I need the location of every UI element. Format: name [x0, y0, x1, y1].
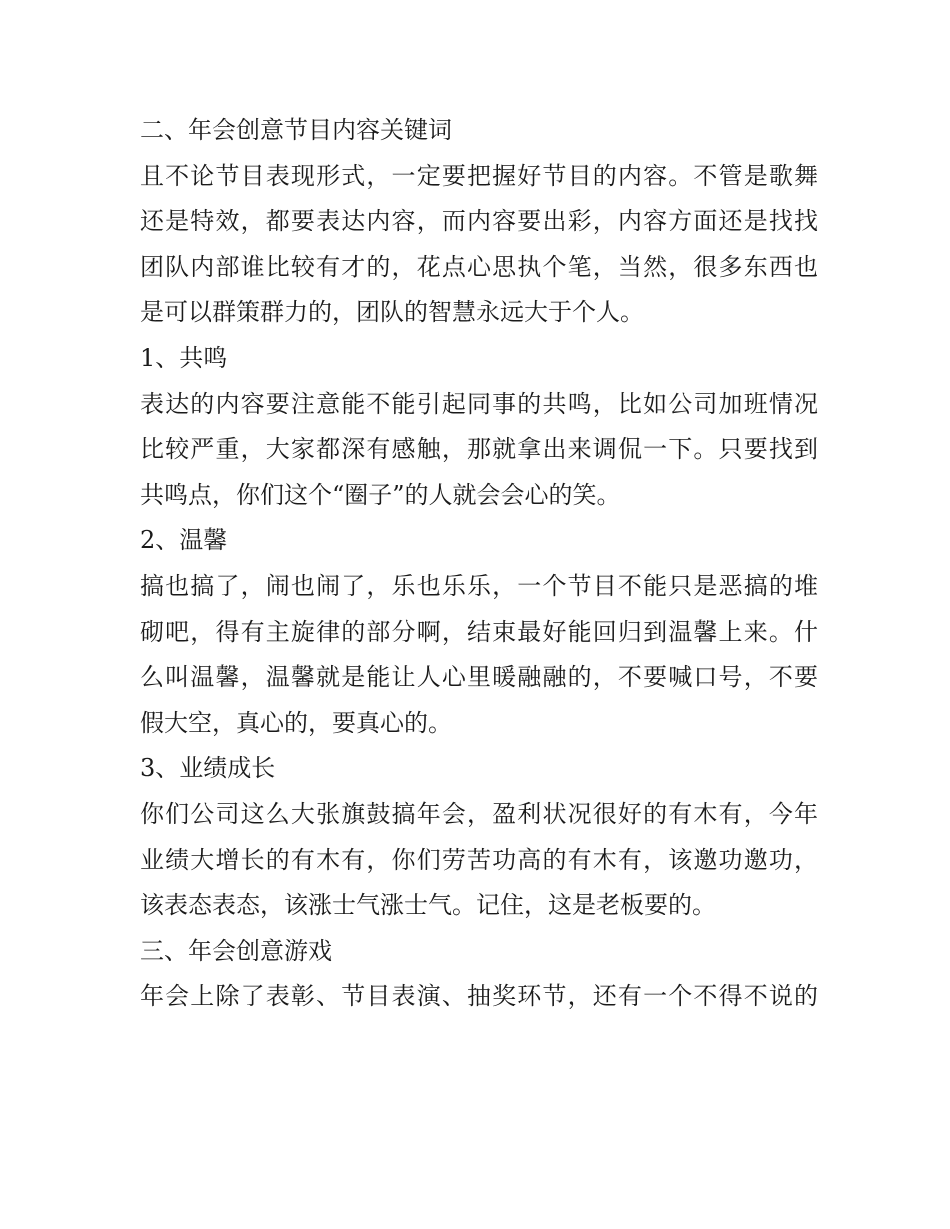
paragraph-line: 假大空，真心的，要真心的。: [140, 708, 452, 737]
paragraph-line: 共鸣点，你们这个“圈子”的人就会会心的笑。: [140, 480, 621, 509]
document-body: [140, 108, 818, 1020]
paragraph-line: 搞也搞了，闹也闹了，乐也乐乐，一个节目不能只是恶搞的堆: [140, 571, 818, 600]
paragraph-line: 砌吧，得有主旋律的部分啊，结束最好能回归到温馨上来。什: [140, 617, 818, 646]
paragraph-line: 年会上除了表彰、节目表演、抽奖环节，还有一个不得不说的: [140, 982, 818, 1011]
paragraph-line: 还是特效，都要表达内容，而内容要出彩，内容方面还是找找: [140, 207, 818, 236]
paragraph-line: 比较严重，大家都深有感触，那就拿出来调侃一下。只要找到: [140, 435, 818, 464]
subsection-heading: 1、共鸣: [140, 343, 228, 372]
paragraph-line: 且不论节目表现形式，一定要把握好节目的内容。不管是歌舞: [140, 161, 818, 190]
section-heading: 二、年会创意节目内容关键词: [140, 116, 452, 144]
section-heading: 三、年会创意游戏: [140, 936, 332, 965]
paragraph-line: 是可以群策群力的，团队的智慧永远大于个人。: [140, 298, 644, 327]
paragraph-line: 业绩大增长的有木有，你们劳苦功高的有木有，该邀功邀功，: [140, 845, 818, 874]
paragraph-line: 表达的内容要注意能不能引起同事的共鸣，比如公司加班情况: [140, 389, 818, 418]
paragraph-line: 么叫温馨，温馨就是能让人心里暖融融的，不要喊口号，不要: [140, 663, 818, 692]
subsection-heading: 2、温馨: [140, 526, 228, 555]
subsection-heading: 3、业绩成长: [140, 754, 276, 783]
paragraph-line: 该表态表态，该涨士气涨士气。记住，这是老板要的。: [140, 891, 716, 920]
paragraph-line: 团队内部谁比较有才的，花点心思执个笔，当然，很多东西也: [140, 252, 818, 281]
paragraph-line: 你们公司这么大张旗鼓搞年会，盈利状况很好的有木有，今年: [140, 799, 818, 828]
